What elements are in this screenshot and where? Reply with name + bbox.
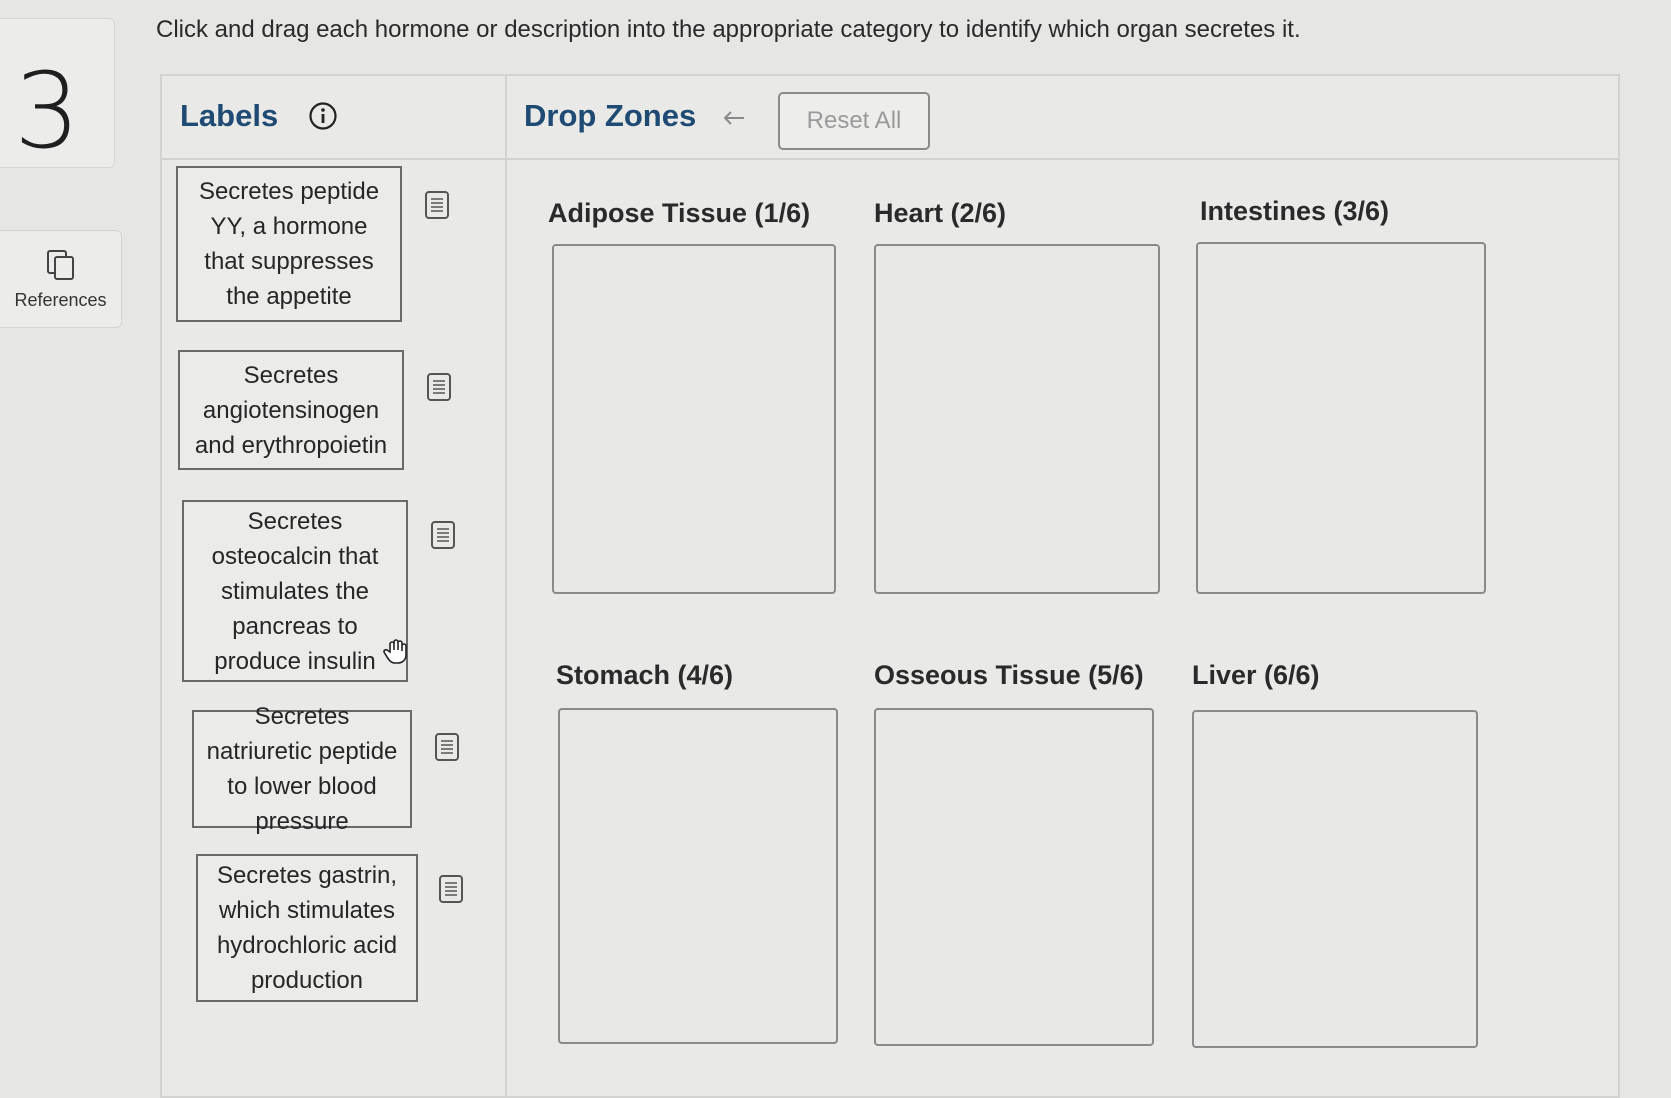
question-number: 3 — [14, 50, 81, 172]
drop-zone-osseous[interactable] — [874, 708, 1154, 1046]
references-icon — [44, 248, 78, 282]
notes-icon[interactable] — [424, 190, 450, 220]
label-card-gastrin[interactable] — [196, 854, 418, 1002]
label-card-osteocalcin[interactable] — [182, 500, 408, 682]
reset-all-button[interactable]: Reset All — [778, 92, 930, 150]
drop-zone-stomach[interactable] — [558, 708, 838, 1044]
label-card-text: Secretes gastrin, which stimulates hydrochloric acid production — [216, 862, 398, 994]
references-label: References — [14, 289, 107, 310]
drop-zone-intestines[interactable] — [1196, 242, 1486, 594]
hand-cursor-icon — [382, 636, 412, 666]
drop-zones-heading — [524, 98, 748, 134]
references-button[interactable] — [0, 230, 122, 328]
label-card-text: Secretes angiotensinogen and erythropoietin — [194, 361, 388, 459]
zone-label-liver: Liver (6/6) — [1192, 660, 1320, 690]
labels-title: Labels — [180, 98, 279, 133]
drop-zones-title: Drop Zones — [524, 98, 697, 133]
label-card-angiotensinogen[interactable] — [178, 350, 404, 470]
label-card-natriuretic[interactable] — [192, 703, 412, 835]
undo-arrow-icon[interactable] — [720, 105, 748, 127]
zone-label-osseous: Osseous Tissue (5/6) — [874, 660, 1144, 690]
instruction-text: Click and drag each hormone or description into the appropriate category to identify which organ secretes it. — [156, 16, 1301, 43]
label-card-text: Secretes osteocalcin that stimulates the pancreas to produce insulin — [211, 507, 379, 675]
zone-label-stomach: Stomach (4/6) — [556, 660, 734, 690]
zone-label-intestines: Intestines (3/6) — [1200, 196, 1390, 226]
column-divider — [505, 76, 507, 1096]
info-icon[interactable] — [308, 101, 338, 131]
drop-zone-adipose[interactable] — [552, 244, 836, 594]
question-number-card — [0, 18, 115, 172]
label-card-text: Secretes natriuretic peptide to lower blood pressure — [206, 703, 398, 835]
notes-icon[interactable] — [426, 372, 452, 402]
labels-heading — [180, 98, 338, 134]
zone-label-adipose: Adipose Tissue (1/6) — [548, 198, 811, 228]
drag-drop-panel — [160, 74, 1620, 1098]
notes-icon[interactable] — [438, 874, 464, 904]
label-card-text: Secretes peptide YY, a hormone that suppresses the appetite — [198, 178, 380, 310]
drop-zone-heart[interactable] — [874, 244, 1160, 594]
zone-label-heart: Heart (2/6) — [874, 198, 1007, 228]
notes-icon[interactable] — [434, 732, 460, 762]
drop-zone-liver[interactable] — [1192, 710, 1478, 1048]
label-card-peptide-yy[interactable] — [176, 166, 402, 322]
notes-icon[interactable] — [430, 520, 456, 550]
